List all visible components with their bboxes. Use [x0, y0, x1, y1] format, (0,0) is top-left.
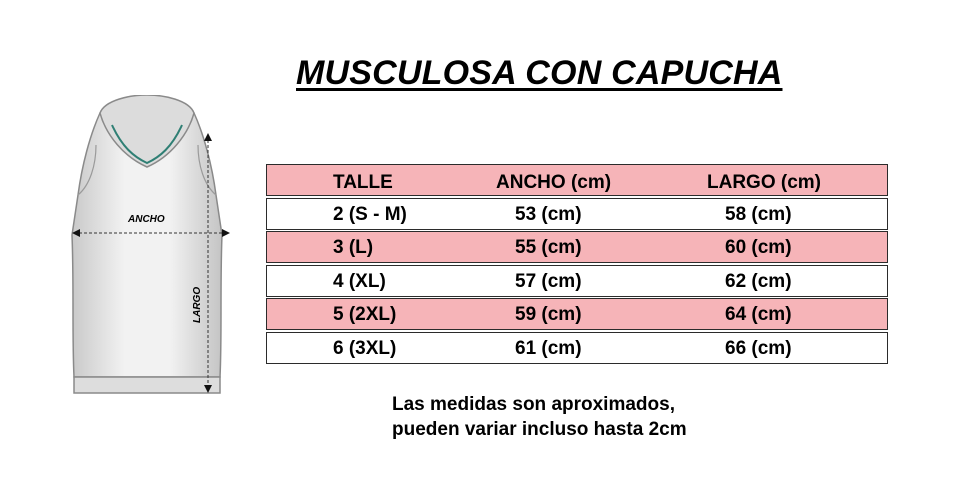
table-row: [266, 231, 888, 263]
note-line-1: Las medidas son aproximados,: [392, 394, 675, 415]
cell-width: 59 (cm): [515, 304, 582, 325]
table-row: [266, 265, 888, 297]
measurement-note: [392, 392, 687, 442]
table-row: [266, 332, 888, 364]
cell-width: 57 (cm): [515, 270, 582, 292]
width-label: ANCHO: [128, 214, 165, 225]
cell-length: 60 (cm): [725, 237, 792, 258]
cell-length: 64 (cm): [725, 304, 792, 325]
cell-width: 53 (cm): [515, 203, 582, 225]
cell-length: 66 (cm): [725, 337, 792, 359]
cell-width: 61 (cm): [515, 337, 582, 359]
hooded-tank-top-icon: [60, 95, 250, 405]
cell-size: 5 (2XL): [333, 304, 397, 325]
page-title: MUSCULOSA CON CAPUCHA: [296, 54, 783, 92]
cell-size: 6 (3XL): [333, 337, 397, 359]
cell-width: 55 (cm): [515, 237, 582, 258]
cell-size: 3 (L): [333, 237, 374, 258]
header-width: ANCHO (cm): [496, 172, 612, 193]
cell-length: 62 (cm): [725, 270, 792, 292]
cell-size: 2 (S - M): [333, 203, 407, 225]
cell-size: 4 (XL): [333, 270, 386, 292]
length-label: LARGO: [192, 286, 203, 323]
table-row: [266, 298, 888, 330]
header-size: TALLE: [333, 172, 393, 193]
table-header-row: [266, 164, 888, 196]
table-row: [266, 198, 888, 230]
note-line-2: pueden variar incluso hasta 2cm: [392, 419, 687, 440]
size-table: [266, 164, 888, 365]
cell-length: 58 (cm): [725, 203, 792, 225]
header-length: LARGO (cm): [707, 172, 821, 193]
